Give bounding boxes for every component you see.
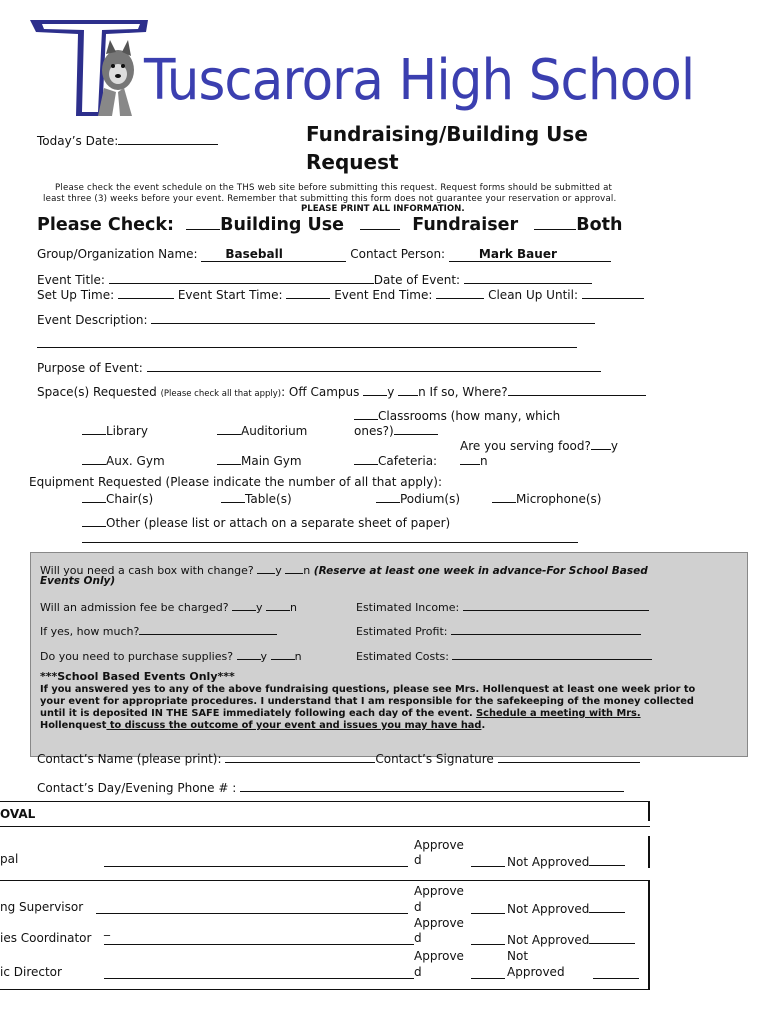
podium-label: Podium(s) bbox=[400, 492, 461, 506]
end-field[interactable] bbox=[436, 286, 484, 299]
approval-right-border-1 bbox=[648, 801, 650, 821]
event-title-field[interactable] bbox=[109, 271, 374, 284]
cafeteria-option bbox=[354, 452, 437, 468]
form-title-line2: Request bbox=[306, 150, 399, 174]
coordinator-not-approved-label: Not Approved bbox=[507, 933, 590, 947]
please-check-label: Please Check: bbox=[37, 215, 175, 235]
offcampus-n: n If so, Where? bbox=[418, 385, 508, 399]
other-line[interactable] bbox=[82, 542, 578, 543]
microphone-blank[interactable] bbox=[492, 490, 516, 503]
costs-field[interactable] bbox=[452, 647, 652, 660]
approval-role-athletic-director: ic Director bbox=[0, 965, 62, 979]
library-label: Library bbox=[106, 424, 148, 438]
food-n-blank[interactable] bbox=[460, 452, 480, 465]
equipment-label: Equipment Requested (Please indicate the number of all that apply): bbox=[29, 475, 442, 489]
cashbox-y: y bbox=[275, 564, 282, 577]
profit-label: Estimated Profit: bbox=[356, 625, 448, 638]
purpose-label: Purpose of Event: bbox=[37, 361, 143, 375]
spaces-note: (Please check all that apply) bbox=[160, 389, 282, 399]
supplies-n-blank[interactable] bbox=[271, 647, 295, 660]
contact-label: Contact Person: bbox=[350, 247, 446, 261]
opt-fundraiser: Fundraiser bbox=[412, 215, 519, 235]
income-label: Estimated Income: bbox=[356, 601, 460, 614]
description-line-2[interactable] bbox=[37, 347, 577, 348]
principal-not-approved-label: Not Approved bbox=[507, 855, 590, 869]
coordinator-approve-1: Approve bbox=[414, 916, 464, 930]
food-label: Are you serving food? bbox=[460, 439, 591, 453]
supervisor-approved-blank[interactable] bbox=[471, 913, 505, 914]
approval-role-principal: pal bbox=[0, 852, 19, 866]
approval-heading: OVAL bbox=[0, 807, 36, 821]
contact-name-row bbox=[37, 750, 640, 766]
aux-gym-label: Aux. Gym bbox=[106, 454, 165, 468]
spaces-row bbox=[37, 383, 646, 399]
coordinator-not-approved bbox=[507, 931, 635, 947]
notice-line4-a: Hollenquest bbox=[40, 720, 107, 731]
athletic-not-approved-blank[interactable] bbox=[593, 978, 639, 979]
schedule-meeting-link: Schedule a meeting with Mrs. bbox=[476, 708, 641, 719]
athletic-not-1: Not bbox=[507, 949, 529, 963]
chairs-label: Chair(s) bbox=[106, 492, 154, 506]
admission-y: y bbox=[256, 601, 263, 614]
contact-signature-field[interactable] bbox=[498, 750, 640, 763]
podium-blank[interactable] bbox=[376, 490, 400, 503]
cleanup-label: Clean Up Until: bbox=[488, 288, 578, 302]
athletic-signature-line[interactable] bbox=[104, 978, 414, 979]
offcampus-y-blank[interactable] bbox=[363, 383, 387, 396]
opt-building-use: Building Use bbox=[220, 215, 345, 235]
cashbox-label: Will you need a cash box with change? bbox=[40, 564, 254, 577]
income-field[interactable] bbox=[463, 598, 649, 611]
profit-row bbox=[356, 622, 641, 638]
todays-date-field[interactable] bbox=[37, 132, 218, 148]
main-gym-blank[interactable] bbox=[217, 452, 241, 465]
approval-heading-border bbox=[0, 826, 650, 827]
cafeteria-label: Cafeteria: bbox=[378, 454, 438, 468]
classrooms-label: Classrooms (how many, which bbox=[378, 409, 561, 423]
supervisor-signature-line[interactable] bbox=[96, 913, 408, 914]
food-question bbox=[460, 437, 618, 453]
group-row bbox=[37, 247, 611, 262]
classrooms-field[interactable] bbox=[394, 422, 438, 435]
auditorium-option bbox=[217, 422, 307, 438]
athletic-approve-1: Approve bbox=[414, 949, 464, 963]
where-field[interactable] bbox=[508, 383, 646, 396]
classrooms-line2 bbox=[354, 422, 438, 438]
tables-option bbox=[221, 490, 292, 506]
tables-label: Table(s) bbox=[245, 492, 292, 506]
supervisor-approve-2: d bbox=[414, 900, 422, 914]
admission-n-blank[interactable] bbox=[266, 598, 290, 611]
profit-field[interactable] bbox=[451, 622, 641, 635]
times-row bbox=[37, 286, 644, 302]
costs-label: Estimated Costs: bbox=[356, 650, 449, 663]
supplies-y: y bbox=[260, 650, 268, 663]
supervisor-not-approved bbox=[507, 900, 625, 916]
contact-name-label: Contact’s Name (please print): bbox=[37, 752, 222, 766]
offcampus-y: y bbox=[387, 385, 395, 399]
event-date-field[interactable] bbox=[464, 271, 592, 284]
supplies-n: n bbox=[294, 650, 302, 663]
athletic-approve-2: d bbox=[414, 965, 422, 979]
aux-gym-blank[interactable] bbox=[82, 452, 106, 465]
supplies-y-blank[interactable] bbox=[237, 647, 261, 660]
admission-row bbox=[40, 598, 297, 614]
cashbox-n: n bbox=[303, 564, 311, 577]
please-check-row bbox=[37, 214, 622, 235]
approval-row-border-1 bbox=[0, 880, 650, 881]
howmuch-label: If yes, how much? bbox=[40, 625, 140, 638]
tables-blank[interactable] bbox=[221, 490, 245, 503]
auditorium-blank[interactable] bbox=[217, 422, 241, 435]
fundraiser-blank[interactable] bbox=[360, 214, 400, 230]
contact-name-field[interactable] bbox=[225, 750, 375, 763]
phone-row bbox=[37, 779, 624, 795]
principal-not-approved-blank[interactable] bbox=[589, 853, 625, 866]
approval-role-supervisor: ng Supervisor bbox=[0, 900, 84, 914]
chairs-option bbox=[82, 490, 153, 506]
todays-date-label: Today’s Date: bbox=[37, 134, 119, 148]
library-option bbox=[82, 422, 148, 438]
athletic-approved-blank[interactable] bbox=[471, 978, 505, 979]
food-no bbox=[460, 452, 488, 468]
library-blank[interactable] bbox=[82, 422, 106, 435]
food-y: y bbox=[610, 439, 618, 453]
spaces-label: Space(s) Requested bbox=[37, 385, 157, 399]
description-row bbox=[37, 311, 595, 327]
other-option bbox=[82, 514, 450, 530]
cashbox-note: (Reserve at least one week in advance-For School Based bbox=[313, 565, 648, 577]
approval-top-border bbox=[0, 801, 650, 802]
supervisor-not-approved-blank[interactable] bbox=[589, 900, 625, 913]
purpose-row bbox=[37, 359, 601, 375]
contact-field[interactable] bbox=[449, 247, 611, 262]
end-label: Event End Time: bbox=[334, 288, 433, 302]
supplies-row bbox=[40, 647, 302, 663]
instructions-line3: PLEASE PRINT ALL INFORMATION. bbox=[301, 204, 465, 214]
supervisor-not-approved-label: Not Approved bbox=[507, 902, 590, 916]
podium-option bbox=[376, 490, 460, 506]
group-value: Baseball bbox=[225, 247, 283, 261]
howmuch-row bbox=[40, 622, 277, 638]
start-field[interactable] bbox=[286, 286, 330, 299]
cleanup-field[interactable] bbox=[582, 286, 644, 299]
cashbox-y-blank[interactable] bbox=[257, 561, 275, 574]
approval-right-border-2 bbox=[648, 836, 650, 868]
food-n: n bbox=[480, 454, 488, 468]
notice-line3 bbox=[40, 708, 641, 719]
description-label: Event Description: bbox=[37, 313, 148, 327]
approval-bottom-border bbox=[0, 989, 650, 990]
school-name: Tuscarora High School bbox=[144, 48, 695, 113]
main-gym-label: Main Gym bbox=[241, 454, 302, 468]
income-row bbox=[356, 598, 649, 614]
microphone-label: Microphone(s) bbox=[516, 492, 602, 506]
coordinator-signature-line[interactable] bbox=[104, 944, 414, 945]
cafeteria-blank[interactable] bbox=[354, 452, 378, 465]
principal-not-approved bbox=[507, 853, 625, 869]
admission-y-blank[interactable] bbox=[232, 598, 256, 611]
both-blank[interactable] bbox=[534, 214, 576, 230]
main-gym-option bbox=[217, 452, 302, 468]
purpose-field[interactable] bbox=[147, 359, 601, 372]
group-field[interactable] bbox=[201, 247, 346, 262]
principal-signature-line[interactable] bbox=[104, 866, 408, 867]
principal-approve-2: d bbox=[414, 853, 422, 867]
phone-field[interactable] bbox=[240, 779, 624, 792]
other-label: Other (please list or attach on a separate sheet of paper) bbox=[106, 516, 451, 530]
other-blank[interactable] bbox=[82, 514, 106, 527]
coordinator-not-approved-blank[interactable] bbox=[589, 931, 635, 944]
husky-mascot-logo bbox=[28, 18, 150, 118]
setup-label: Set Up Time: bbox=[37, 288, 115, 302]
event-title-row bbox=[37, 271, 592, 287]
athletic-not-2: Approved bbox=[507, 965, 565, 979]
notice-line4-d: . bbox=[481, 720, 486, 731]
notice-line3-text: until it is deposited IN THE SAFE immediately following each day of the event. bbox=[40, 708, 473, 719]
offcampus-label: : Off Campus bbox=[281, 385, 360, 399]
event-title-label: Event Title: bbox=[37, 273, 105, 287]
phone-label: Contact’s Day/Evening Phone # : bbox=[37, 781, 237, 795]
coordinator-approve-2: d bbox=[414, 931, 422, 945]
cashbox-note-2: Events Only) bbox=[40, 575, 116, 587]
principal-approve-1: Approve bbox=[414, 838, 464, 852]
event-date-label: Date of Event: bbox=[373, 273, 461, 287]
notice-line4-c: the outcome of your event and issues you may have had bbox=[168, 720, 482, 731]
aux-gym-option bbox=[82, 452, 165, 468]
instructions-line2: least three (3) weeks before your event. Remember that submitting this form does not guarantee your reservation or approval. bbox=[43, 194, 617, 204]
chairs-blank[interactable] bbox=[82, 490, 106, 503]
school-based-heading: ***School Based Events Only*** bbox=[40, 670, 235, 683]
setup-field[interactable] bbox=[118, 286, 174, 299]
building-use-blank[interactable] bbox=[186, 214, 220, 230]
principal-approved-blank[interactable] bbox=[471, 866, 505, 867]
opt-both: Both bbox=[576, 215, 623, 235]
admission-n: n bbox=[290, 601, 298, 614]
coordinator-approved-blank[interactable] bbox=[471, 944, 505, 945]
classrooms-ones: ones?) bbox=[354, 424, 394, 438]
approval-right-border-3 bbox=[648, 880, 650, 990]
group-label: Group/Organization Name: bbox=[37, 247, 198, 261]
notice-line4 bbox=[40, 720, 485, 731]
supplies-label: Do you need to purchase supplies? bbox=[40, 650, 234, 663]
costs-row bbox=[356, 647, 652, 663]
auditorium-label: Auditorium bbox=[241, 424, 308, 438]
cashbox-n-blank[interactable] bbox=[285, 561, 303, 574]
description-field[interactable] bbox=[151, 311, 595, 324]
approval-role-coordinator: ies Coordinator bbox=[0, 931, 92, 945]
classrooms-blank[interactable] bbox=[354, 407, 378, 420]
notice-line4-b: to discuss bbox=[106, 720, 169, 731]
contact-signature-label: Contact’s Signature bbox=[375, 752, 494, 766]
cashbox-row bbox=[40, 561, 648, 577]
admission-label: Will an admission fee be charged? bbox=[40, 601, 229, 614]
contact-value: Mark Bauer bbox=[478, 247, 557, 261]
form-title-line1: Fundraising/Building Use bbox=[306, 122, 588, 146]
start-label: Event Start Time: bbox=[177, 288, 283, 302]
supervisor-approve-1: Approve bbox=[414, 884, 464, 898]
howmuch-field[interactable] bbox=[139, 622, 277, 635]
food-y-blank[interactable] bbox=[591, 437, 611, 450]
coordinator-dash: _ bbox=[104, 922, 110, 936]
notice-line2: your event for appropriate procedures. I understand that I am responsible for the safekeeping of the money collected bbox=[40, 696, 694, 707]
logo bbox=[28, 18, 150, 118]
offcampus-n-blank[interactable] bbox=[398, 383, 418, 396]
classrooms-line1 bbox=[354, 407, 560, 423]
microphone-option bbox=[492, 490, 601, 506]
instructions-line1: Please check the event schedule on the THS web site before submitting this request. Request forms should be submitted at bbox=[55, 183, 613, 193]
notice-line1: If you answered yes to any of the above fundraising questions, please see Mrs. Hollenquest at least one week prior to bbox=[40, 684, 696, 695]
